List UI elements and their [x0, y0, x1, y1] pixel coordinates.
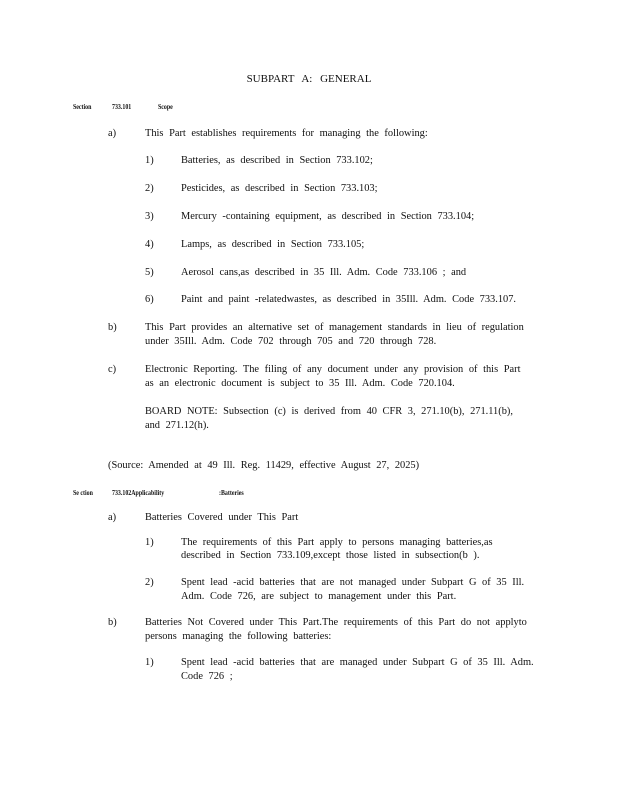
item-text: The requirements of this Part apply to persons managing batteries,as	[181, 537, 493, 548]
item-label: 5)	[145, 267, 154, 278]
item-label: 1)	[145, 155, 154, 166]
section-label: Se ction	[73, 488, 93, 497]
section-heading: :Batteries	[219, 488, 244, 497]
item-label: 2)	[145, 183, 154, 194]
subsection-label: a)	[108, 512, 117, 523]
board-note: and 271.12(h).	[145, 420, 209, 431]
subsection-label: c)	[108, 364, 117, 375]
item-label: 1)	[145, 657, 154, 668]
item-label: 3)	[145, 211, 154, 222]
item-label: 1)	[145, 537, 154, 548]
subsection-text: persons managing the following batteries:	[145, 631, 332, 642]
subsection-label: a)	[108, 128, 117, 139]
subsection-text: This Part provides an alternative set of management standards in lieu of regulation	[145, 322, 524, 333]
item-text: Adm. Code 726, are subject to management under this Part.	[181, 591, 457, 602]
section-number: 733.102Applicability	[112, 488, 165, 497]
subsection-text: as an electronic document is subject to 35 Ill. Adm. Code 720.104.	[145, 378, 455, 389]
item-text: Spent lead -acid batteries that are not managed under Subpart G of 35 Ill.	[181, 577, 525, 588]
subsection-text: under 35Ill. Adm. Code 702 through 705 and 720 through 728.	[145, 336, 437, 347]
item-label: 4)	[145, 239, 154, 250]
subsection-text: Electronic Reporting. The filing of any document under any provision of this Part	[145, 364, 521, 375]
item-text: Batteries, as described in Section 733.102;	[181, 155, 373, 166]
item-text: Paint and paint -relatedwastes, as described in 35Ill. Adm. Code 733.107.	[181, 294, 517, 305]
item-text: Lamps, as described in Section 733.105;	[181, 239, 365, 250]
item-text: Spent lead -acid batteries that are managed under Subpart G of 35 Ill. Adm.	[181, 657, 534, 668]
board-note: BOARD NOTE: Subsection (c) is derived from 40 CFR 3, 271.10(b), 271.11(b),	[145, 406, 513, 417]
subsection-label: b)	[108, 617, 117, 628]
source-note: (Source: Amended at 49 Ill. Reg. 11429, effective August 27, 2025)	[108, 460, 420, 471]
item-label: 6)	[145, 294, 154, 305]
item-label: 2)	[145, 577, 154, 588]
item-text: Code 726 ;	[181, 671, 233, 682]
subsection-label: b)	[108, 322, 117, 333]
section-number: 733.101	[112, 102, 132, 111]
item-text: Mercury -containing equipment, as described in Section 733.104;	[181, 211, 475, 222]
item-text: Pesticides, as described in Section 733.103;	[181, 183, 378, 194]
section-heading: Scope	[158, 102, 173, 111]
subsection-text: This Part establishes requirements for managing the following:	[145, 128, 428, 139]
subsection-text: Batteries Not Covered under This Part.The requirements of this Part do not applyto	[145, 617, 527, 628]
section-label: Section	[73, 102, 92, 111]
page-title: SUBPART A: GENERAL	[246, 73, 372, 85]
item-text: described in Section 733.109,except those listed in subsection(b ).	[181, 550, 480, 561]
subsection-text: Batteries Covered under This Part	[145, 512, 299, 523]
item-text: Aerosol cans,as described in 35 Ill. Adm. Code 733.106 ; and	[181, 267, 467, 278]
